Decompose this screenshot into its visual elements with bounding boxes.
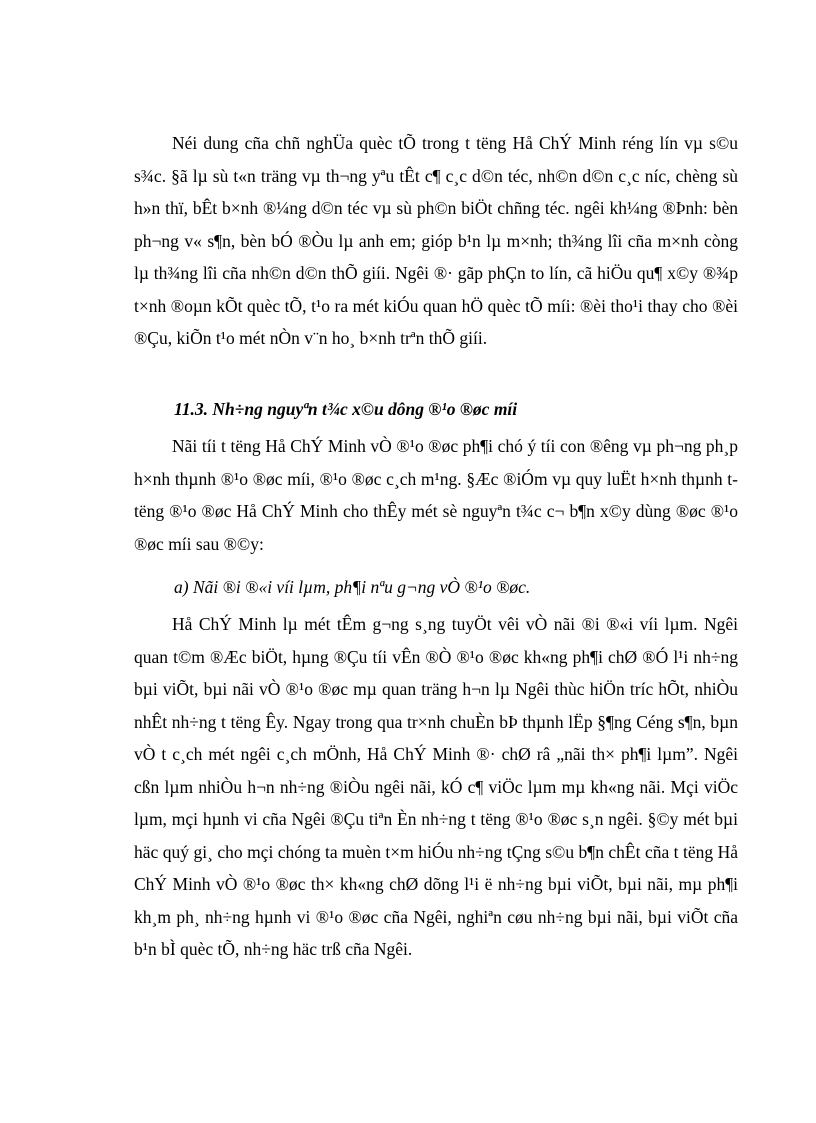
paragraph-principles-intro: Nãi tíi t tëng Hå ChÝ Minh vÒ ®¹o ®øc ph¶i chó ý tíi con ®êng vµ ph¬ng ph¸p h×nh thµnh ®¹o ®øc míi, ®¹o ®øc c¸ch m¹ng. §Æc ®iÓm vµ quy luËt h×nh thµnh t tëng ®¹o ®øc Hå ChÝ Minh cho thÊy mét sè nguyªn t¾c c¬ b¶n x©y dùng ®øc ®¹o ®øc míi sau ®©y:: [134, 436, 738, 554]
section-heading-11-3: 11.3. Nh÷ng nguyªn t¾c x©u dông ®¹o ®øc míi: [174, 399, 518, 419]
subheading-a: a) Nãi ®i ®«i víi lµm, ph¶i nªu g¬ng vÒ ®¹o ®øc.: [174, 577, 531, 597]
paragraph-words-and-deeds: Hå ChÝ Minh lµ mét tÊm g¬ng s¸ng tuyÖt vêi vÒ nãi ®i ®«i víi lµm. Ngêi quan t©m ®Æc biÖt, hµng ®Çu tíi vÊn ®Ò ®¹o ®øc kh«ng ph¶i chØ ®Ó l¹i nh÷ng bµi viÕt, bµi nãi vÒ ®¹o ®øc mµ quan träng h¬n lµ Ngêi thùc hiÖn tríc hÕt, nhiÒu nhÊt nh÷ng t tëng Êy. Ngay trong qua tr×nh chuÈn bÞ thµnh lËp §¶ng Céng s¶n, bµn vÒ t c¸ch mét ngêi c¸ch mÖnh, Hå ChÝ Minh ®· chØ râ „nãi th× ph¶i lµm”. Ngêi cßn lµm nhiÒu h¬n nh÷ng ®iÒu ngêi nãi, kÓ c¶ viÖc lµm mµ kh«ng nãi. Mçi viÖc lµm, mçi hµnh vi cña Ngêi ®Çu tiªn Èn nh÷ng t tëng ®¹o ®øc s¸n ngêi. §©y mét bµi häc quý gi¸ cho mçi chóng ta muèn t×m hiÓu nh÷ng tÇng s©u b¶n chÊt cña t tëng Hå ChÝ Minh vÒ ®¹o ®øc th× kh«ng chØ dõng l¹i ë nh÷ng bµi viÕt, bµi nãi, mµ ph¶i kh¸m ph¸ nh÷ng hµnh vi ®¹o ®øc cña Ngêi, nghiªn cøu nh÷ng bµi nãi, bµi viÕt cña b¹n bÌ quèc tÕ, nh÷ng häc trß cña Ngêi.: [134, 614, 738, 959]
paragraph-internationalism: Néi dung cña chñ nghÜa quèc tÕ trong t tëng Hå ChÝ Minh réng lín vµ s©u s¾c. §ã lµ sù t«n träng vµ th¬ng yªu tÊt c¶ c¸c d©n téc, nh©n d©n c¸c níc, chèng sù h»n thï, bÊt b×nh ®¼ng d©n téc vµ sù ph©n biÖt chñng téc. ngêi kh¼ng ®Þnh: bèn ph¬ng v« s¶n, bèn bÓ ®Òu lµ anh em; gióp b¹n lµ m×nh; th¾ng lîi cña m×nh còng lµ th¾ng lîi cña nh©n d©n thÕ giíi. Ngêi ®· gãp phÇn to lín, cã hiÖu qu¶ x©y ®¾p t×nh ®oµn kÕt quèc tÕ, t¹o ra mét kiÓu quan hÖ quèc tÕ míi: ®èi tho¹i thay cho ®èi ®Çu, kiÕn t¹o mét nÒn v¨n ho¸ b×nh trªn thÕ giíi.: [134, 133, 738, 348]
